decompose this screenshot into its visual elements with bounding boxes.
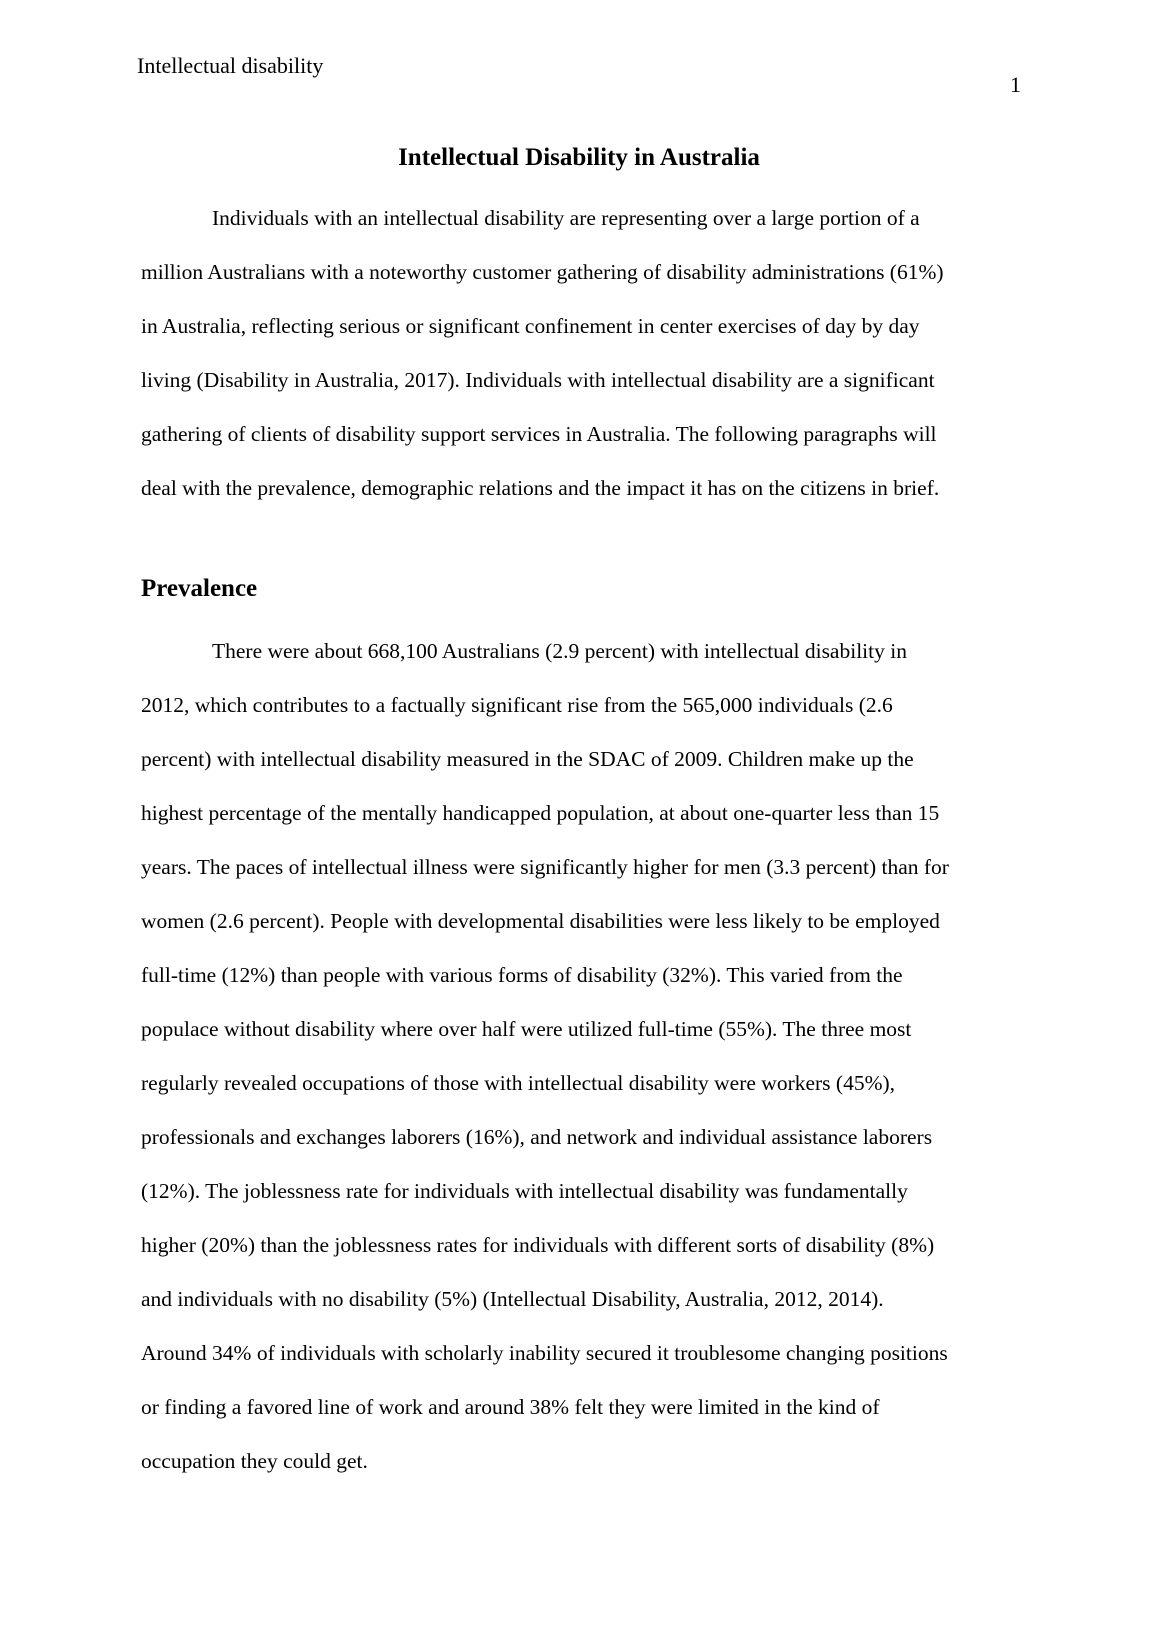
intro-line: deal with the prevalence, demographic relations and the impact it has on the citizens in brief. — [141, 476, 940, 500]
intro-line: million Australians with a noteworthy customer gathering of disability administrations (61%) — [141, 260, 944, 284]
prevalence-line: professionals and exchanges laborers (16%), and network and individual assistance laborers — [141, 1125, 933, 1149]
document-title: Intellectual Disability in Australia — [398, 144, 760, 171]
prevalence-line: years. The paces of intellectual illness were significantly higher for men (3.3 percent) than for — [141, 855, 949, 879]
running-head: Intellectual disability — [137, 53, 324, 78]
prevalence-line: women (2.6 percent). People with developmental disabilities were less likely to be employed — [141, 909, 940, 933]
prevalence-line: (12%). The joblessness rate for individuals with intellectual disability was fundamentally — [141, 1179, 908, 1203]
prevalence-line: highest percentage of the mentally handicapped population, at about one-quarter less than 15 — [141, 801, 940, 825]
prevalence-line: regularly revealed occupations of those with intellectual disability were workers (45%), — [141, 1071, 896, 1095]
prevalence-line: There were about 668,100 Australians (2.9 percent) with intellectual disability in — [212, 639, 907, 663]
page-number: 1 — [1010, 72, 1021, 97]
intro-paragraph — [141, 191, 1026, 515]
prevalence-line: and individuals with no disability (5%) (Intellectual Disability, Australia, 2012, 2014). — [141, 1287, 884, 1311]
section-heading-prevalence: Prevalence — [141, 575, 258, 602]
prevalence-line: full-time (12%) than people with various forms of disability (32%). This varied from the — [141, 963, 903, 987]
prevalence-line: percent) with intellectual disability measured in the SDAC of 2009. Children make up the — [141, 747, 914, 771]
intro-line: Individuals with an intellectual disability are representing over a large portion of a — [212, 206, 920, 230]
intro-line: in Australia, reflecting serious or significant confinement in center exercises of day by day — [141, 314, 920, 338]
prevalence-line: 2012, which contributes to a factually significant rise from the 565,000 individuals (2.6 — [141, 693, 893, 717]
prevalence-line: higher (20%) than the joblessness rates for individuals with different sorts of disability (8%) — [141, 1233, 935, 1257]
prevalence-paragraph — [141, 624, 1026, 1488]
prevalence-line: occupation they could get. — [141, 1449, 368, 1473]
prevalence-line: Around 34% of individuals with scholarly inability secured it troublesome changing positions — [141, 1341, 948, 1365]
intro-line: living (Disability in Australia, 2017). Individuals with intellectual disability are a significant — [141, 368, 935, 392]
intro-line: gathering of clients of disability support services in Australia. The following paragraphs will — [141, 422, 937, 446]
prevalence-line: populace without disability where over half were utilized full-time (55%). The three most — [141, 1017, 912, 1041]
prevalence-line: or finding a favored line of work and around 38% felt they were limited in the kind of — [141, 1395, 880, 1419]
